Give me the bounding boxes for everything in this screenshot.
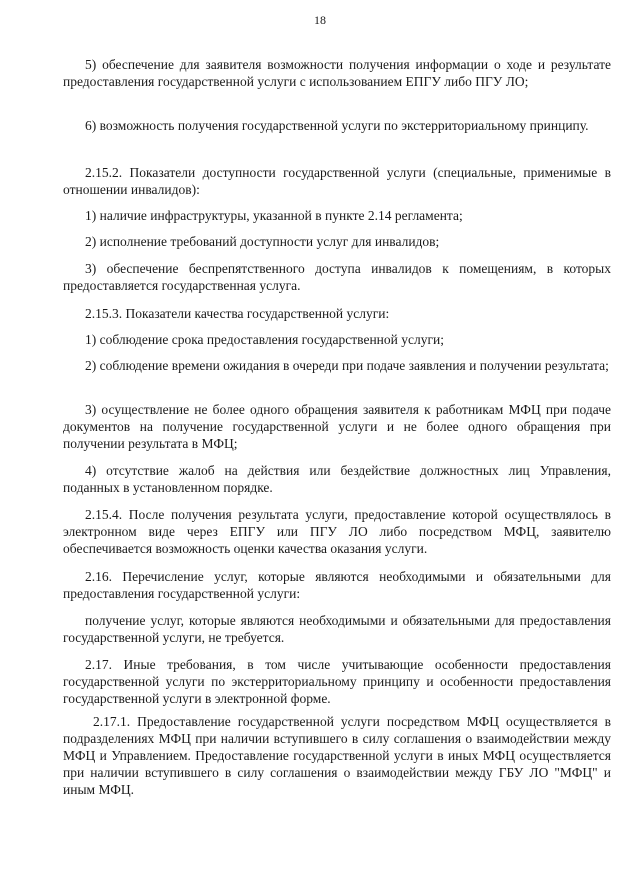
paragraph-2-15-3-item-3: 3) осуществление не более одного обращения заявителя к работникам МФЦ при подаче документов на получение государственной услуги и не более одного обращения при получении результата в МФЦ;: [63, 402, 611, 451]
paragraph-2-17-1: 2.17.1. Предоставление государственной услуги посредством МФЦ осуществляется в подразделениях МФЦ при наличии вступившего в силу соглашения о взаимодействии между МФЦ и Управлением. Предоставление государственной услуги в иных МФЦ осуществляется при наличии вступившего в силу соглашения о взаимодействии между ГБУ ЛО "МФЦ" и иным МФЦ.: [63, 714, 611, 797]
paragraph-2-15-3-item-4: 4) отсутствие жалоб на действия или бездействие должностных лиц Управления, поданных в установленном порядке.: [63, 463, 611, 495]
paragraph-2-15-2-item-3: 3) обеспечение беспрепятственного доступа инвалидов к помещениям, в которых предоставляется государственная услуга.: [63, 261, 611, 293]
paragraph-2-16-text: получение услуг, которые являются необходимыми и обязательными для предоставления государственной услуги, не требуется.: [63, 613, 611, 645]
paragraph-2-15-3-item-2: 2) соблюдение времени ожидания в очереди при подаче заявления и получении результата;: [85, 358, 609, 373]
paragraph-2-15-4: 2.15.4. После получения результата услуги, предоставление которой осуществлялось в электронном виде через ЕПГУ или ПГУ ЛО либо посредством МФЦ, заявителю обеспечивается возможность оценки качества оказания услуги.: [63, 507, 611, 556]
paragraph-2-15-3: 2.15.3. Показатели качества государственной услуги:: [85, 306, 390, 321]
paragraph-2-15-2-item-2: 2) исполнение требований доступности услуг для инвалидов;: [85, 234, 440, 249]
paragraph-item-5: 5) обеспечение для заявителя возможности получения информации о ходе и результате предоставления государственной услуги с использованием ЕПГУ либо ПГУ ЛО;: [63, 57, 611, 89]
paragraph-2-17: 2.17. Иные требования, в том числе учитывающие особенности предоставления государственной услуги по экстерриториальному принципу и особенности предоставления государственной услуги в электронной форме.: [63, 657, 611, 706]
paragraph-2-16: 2.16. Перечисление услуг, которые являются необходимыми и обязательными для предоставления государственной услуги:: [63, 569, 611, 601]
paragraph-item-6: 6) возможность получения государственной услуги по экстерриториальному принципу.: [85, 118, 589, 133]
paragraph-2-15-2: 2.15.2. Показатели доступности государственной услуги (специальные, применимые в отношении инвалидов):: [63, 165, 611, 197]
paragraph-2-15-3-item-1: 1) соблюдение срока предоставления государственной услуги;: [85, 332, 445, 347]
page-number: 18: [314, 13, 326, 27]
paragraph-2-15-2-item-1: 1) наличие инфраструктуры, указанной в пункте 2.14 регламента;: [85, 208, 463, 223]
